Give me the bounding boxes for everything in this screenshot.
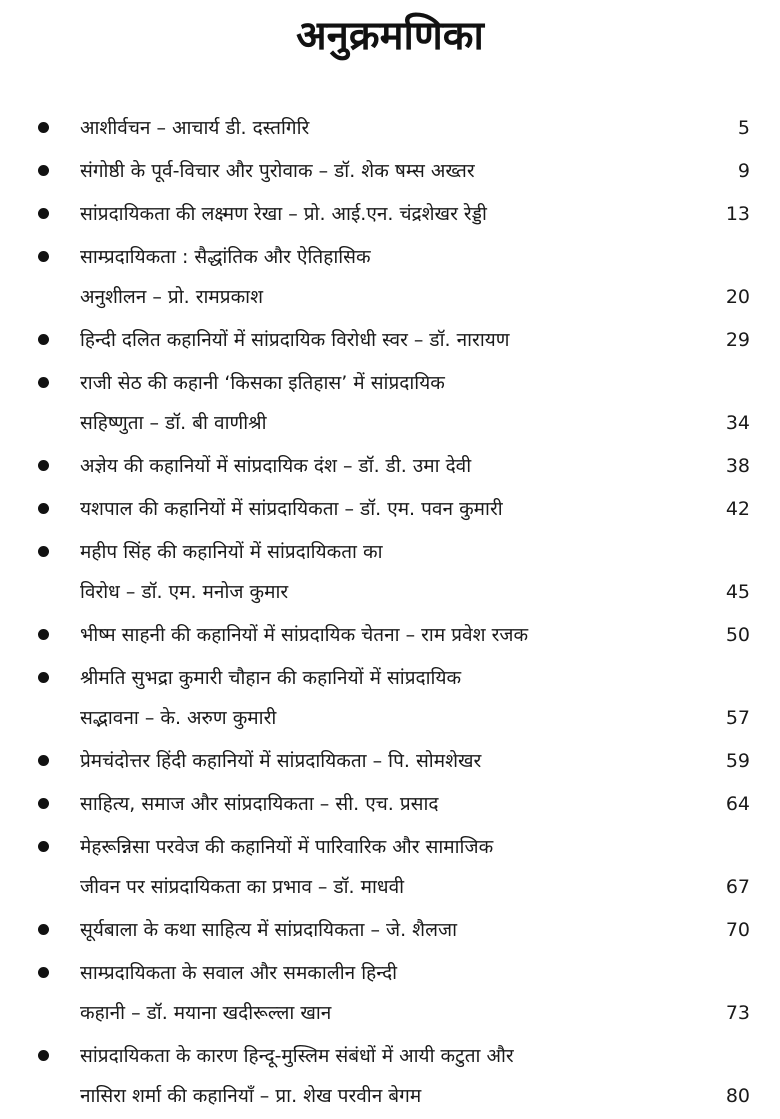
toc-page-number: 34 xyxy=(725,412,750,434)
toc-page-number: 13 xyxy=(725,203,750,225)
toc-entry-line xyxy=(0,108,780,148)
toc-entry-title: नासिरा शर्मा की कहानियाँ – प्रा. शेख परवीन बेगम xyxy=(80,1085,422,1107)
toc-entry-line xyxy=(0,277,780,317)
toc-entry-line xyxy=(0,867,780,907)
toc-entry-line xyxy=(0,910,780,950)
toc-entry-line xyxy=(0,532,780,572)
toc-page-number: 59 xyxy=(725,750,750,772)
toc-entry xyxy=(0,489,780,532)
toc-entry-title: महीप सिंह की कहानियों में सांप्रदायिकता का xyxy=(80,541,383,563)
toc-entry-line xyxy=(0,403,780,443)
toc-entry-line xyxy=(0,741,780,781)
toc-entry xyxy=(0,108,780,151)
toc-entry-line xyxy=(0,827,780,867)
toc-entry-title: सूर्यबाला के कथा साहित्य में सांप्रदायिकता – जे. शैलजा xyxy=(80,919,457,941)
toc-entry-title: विरोध – डॉ. एम. मनोज कुमार xyxy=(80,581,289,603)
toc-page-number: 80 xyxy=(725,1085,750,1107)
toc-page-number: 45 xyxy=(725,581,750,603)
toc-page-number: 38 xyxy=(725,455,750,477)
toc-entry-line xyxy=(0,784,780,824)
toc-entry-line xyxy=(0,489,780,529)
toc-page-number: 64 xyxy=(725,793,750,815)
toc-entry-title: सद्भावना – के. अरुण कुमारी xyxy=(80,707,277,729)
toc-entry-title: संगोष्ठी के पूर्व-विचार और पुरोवाक – डॉ. शेक षम्स अख्तर xyxy=(80,160,475,182)
toc-entry-line xyxy=(0,446,780,486)
page-title: अनुक्रमणिका xyxy=(296,13,484,59)
toc-entry-line xyxy=(0,572,780,612)
toc-entry-title: साहित्य, समाज और सांप्रदायिकता – सी. एच. प्रसाद xyxy=(80,793,439,815)
toc-entry xyxy=(0,615,780,658)
toc-page-number: 9 xyxy=(737,160,750,182)
toc-entry xyxy=(0,784,780,827)
toc-entry-title: सांप्रदायिकता के कारण हिन्दू-मुस्लिम संबंधों में आयी कटुता और xyxy=(80,1045,514,1067)
toc-entry-line xyxy=(0,698,780,738)
toc-entry-title: मेहरून्निसा परवेज की कहानियों में पारिवारिक और सामाजिक xyxy=(80,836,494,858)
toc-entry xyxy=(0,194,780,237)
toc-entry xyxy=(0,363,780,446)
toc-entry-title: भीष्म साहनी की कहानियों में सांप्रदायिक चेतना – राम प्रवेश रजक xyxy=(80,624,529,646)
toc-entry xyxy=(0,658,780,741)
toc-entry-line xyxy=(0,658,780,698)
toc-entry-line xyxy=(0,993,780,1033)
toc-page-number: 73 xyxy=(725,1002,750,1024)
toc-entry-title: जीवन पर सांप्रदायिकता का प्रभाव – डॉ. माधवी xyxy=(80,876,405,898)
toc-page-number: 29 xyxy=(725,329,750,351)
toc-entry-title: प्रेमचंदोत्तर हिंदी कहानियों में सांप्रदायिकता – पि. सोमशेखर xyxy=(80,750,482,772)
toc-page-number: 57 xyxy=(725,707,750,729)
toc-entry-title: साम्प्रदायिकता के सवाल और समकालीन हिन्दी xyxy=(80,962,398,984)
toc-entry-line xyxy=(0,151,780,191)
toc-entry xyxy=(0,532,780,615)
toc-entry-title: सहिष्णुता – डॉ. बी वाणीश्री xyxy=(80,412,267,434)
toc-entry xyxy=(0,320,780,363)
toc-entry-title: राजी सेठ की कहानी ‘किसका इतिहास’ में सांप्रदायिक xyxy=(80,372,445,394)
toc-page-number: 5 xyxy=(737,117,750,139)
toc-page-number: 42 xyxy=(725,498,750,520)
toc-entry xyxy=(0,910,780,953)
toc-entry-line xyxy=(0,320,780,360)
toc-entry xyxy=(0,741,780,784)
toc-entry xyxy=(0,953,780,1036)
toc-entry-line xyxy=(0,1036,780,1076)
toc-entry-title: आशीर्वचन – आचार्य डी. दस्तगिरि xyxy=(80,117,310,139)
toc-entry-line xyxy=(0,615,780,655)
toc-page-number: 67 xyxy=(725,876,750,898)
toc-entry-title: साम्प्रदायिकता : सैद्धांतिक और ऐतिहासिक xyxy=(80,246,371,268)
toc-list xyxy=(0,108,780,1119)
toc-entry-title: श्रीमति सुभद्रा कुमारी चौहान की कहानियों में सांप्रदायिक xyxy=(80,667,462,689)
toc-entry xyxy=(0,237,780,320)
toc-entry-title: यशपाल की कहानियों में सांप्रदायिकता – डॉ. एम. पवन कुमारी xyxy=(80,498,503,520)
toc-entry-title: कहानी – डॉ. मयाना खदीरूल्ला खान xyxy=(80,1002,332,1024)
toc-entry-title: सांप्रदायिकता की लक्ष्मण रेखा – प्रो. आई.एन. चंद्रशेखर रेड्डी xyxy=(80,203,487,225)
toc-entry-line xyxy=(0,194,780,234)
toc-page-number: 70 xyxy=(725,919,750,941)
toc-page-number: 20 xyxy=(725,286,750,308)
toc-entry-line xyxy=(0,237,780,277)
toc-entry-line xyxy=(0,953,780,993)
toc-entry xyxy=(0,446,780,489)
toc-entry-title: हिन्दी दलित कहानियों में सांप्रदायिक विरोधी स्वर – डॉ. नारायण xyxy=(80,329,510,351)
toc-entry-title: अनुशीलन – प्रो. रामप्रकाश xyxy=(80,286,264,308)
toc-entry-line xyxy=(0,1076,780,1116)
toc-entry-line xyxy=(0,363,780,403)
toc-entry xyxy=(0,1036,780,1119)
toc-entry xyxy=(0,151,780,194)
toc-page-number: 50 xyxy=(725,624,750,646)
toc-entry xyxy=(0,827,780,910)
toc-entry-title: अज्ञेय की कहानियों में सांप्रदायिक दंश – डॉ. डी. उमा देवी xyxy=(80,455,472,477)
